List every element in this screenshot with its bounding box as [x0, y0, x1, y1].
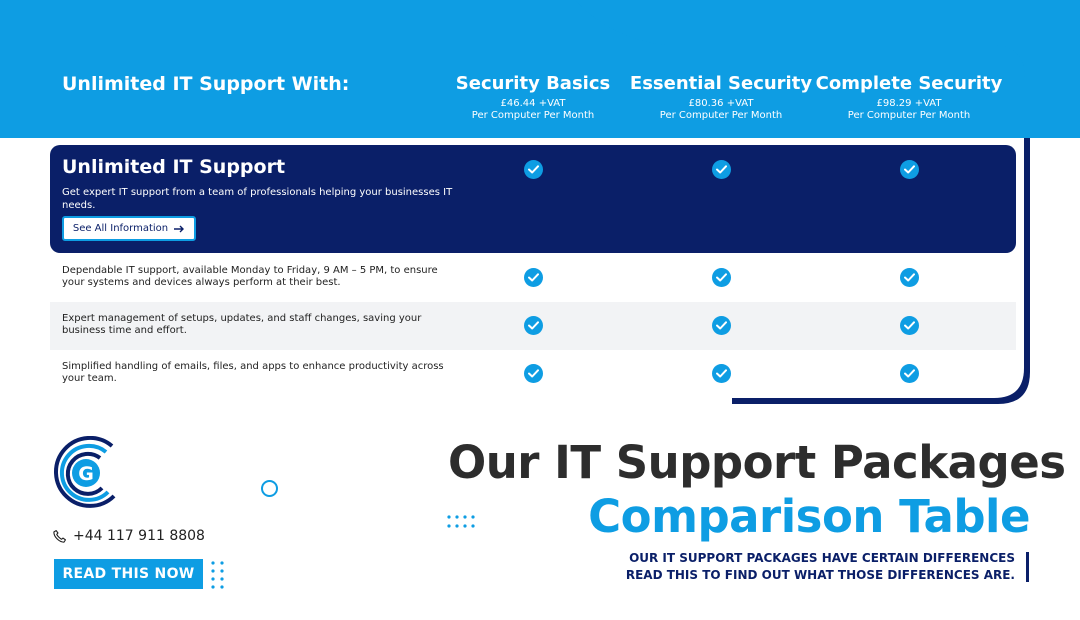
plan-price: £80.36 +VAT — [688, 98, 754, 109]
subtext-line-2: READ THIS TO FIND OUT WHAT THOSE DIFFERENCES ARE. — [625, 568, 1015, 582]
plan-period: Per Computer Per Month — [659, 110, 783, 121]
plan-name: Essential Security — [629, 73, 813, 94]
read-this-now-button[interactable]: READ THIS NOW — [54, 559, 203, 589]
check-circle-icon — [900, 160, 919, 179]
feature-header-description: Get expert IT support from a team of professionals helping your businesses IT needs. — [62, 187, 453, 211]
decorative-ring — [261, 480, 278, 497]
feature-text: Expert management of setups, updates, and staff changes, saving your business time and effort. — [62, 313, 422, 336]
check-circle-icon — [900, 268, 919, 287]
company-logo — [50, 436, 118, 512]
check-circle-icon — [712, 316, 731, 335]
see-all-information-label: See All Information — [72, 223, 169, 234]
feature-text: Simplified handling of emails, files, and apps to enhance productivity across your team. — [62, 361, 444, 384]
check-circle-icon — [524, 268, 543, 287]
arrow-right-icon — [174, 225, 185, 233]
check-circle-icon — [900, 364, 919, 383]
check-circle-icon — [712, 160, 731, 179]
headline-line-1: Our IT Support Packages — [448, 436, 1066, 489]
phone-number[interactable]: +44 117 911 8808 — [73, 528, 205, 544]
plan-essential-security — [626, 73, 816, 121]
decorative-dots — [210, 560, 228, 592]
check-circle-icon — [524, 364, 543, 383]
subtext-accent-bar — [1026, 552, 1029, 582]
headline-line-2: Comparison Table — [588, 490, 1030, 543]
subtext-line-1: OUR IT SUPPORT PACKAGES HAVE CERTAIN DIFFERENCES — [629, 551, 1015, 565]
check-circle-icon — [900, 316, 919, 335]
phone-icon — [52, 529, 67, 544]
plan-security-basics — [438, 73, 628, 121]
plan-period: Per Computer Per Month — [847, 110, 971, 121]
plan-name: Complete Security — [815, 73, 1003, 94]
logo-letter: G — [78, 463, 94, 485]
plan-complete-security — [814, 73, 1004, 121]
plan-period: Per Computer Per Month — [471, 110, 595, 121]
plan-price: £46.44 +VAT — [500, 98, 566, 109]
check-circle-icon — [524, 160, 543, 179]
feature-text: Dependable IT support, available Monday to Friday, 9 AM – 5 PM, to ensure your systems and devices always perform at their best. — [62, 265, 438, 288]
plan-price: £98.29 +VAT — [876, 98, 942, 109]
check-circle-icon — [524, 316, 543, 335]
feature-header-title: Unlimited IT Support — [62, 156, 286, 178]
see-all-information-button[interactable] — [62, 216, 196, 241]
header-label: Unlimited IT Support With: — [62, 73, 350, 95]
plan-name: Security Basics — [455, 73, 611, 94]
check-circle-icon — [712, 364, 731, 383]
check-circle-icon — [712, 268, 731, 287]
